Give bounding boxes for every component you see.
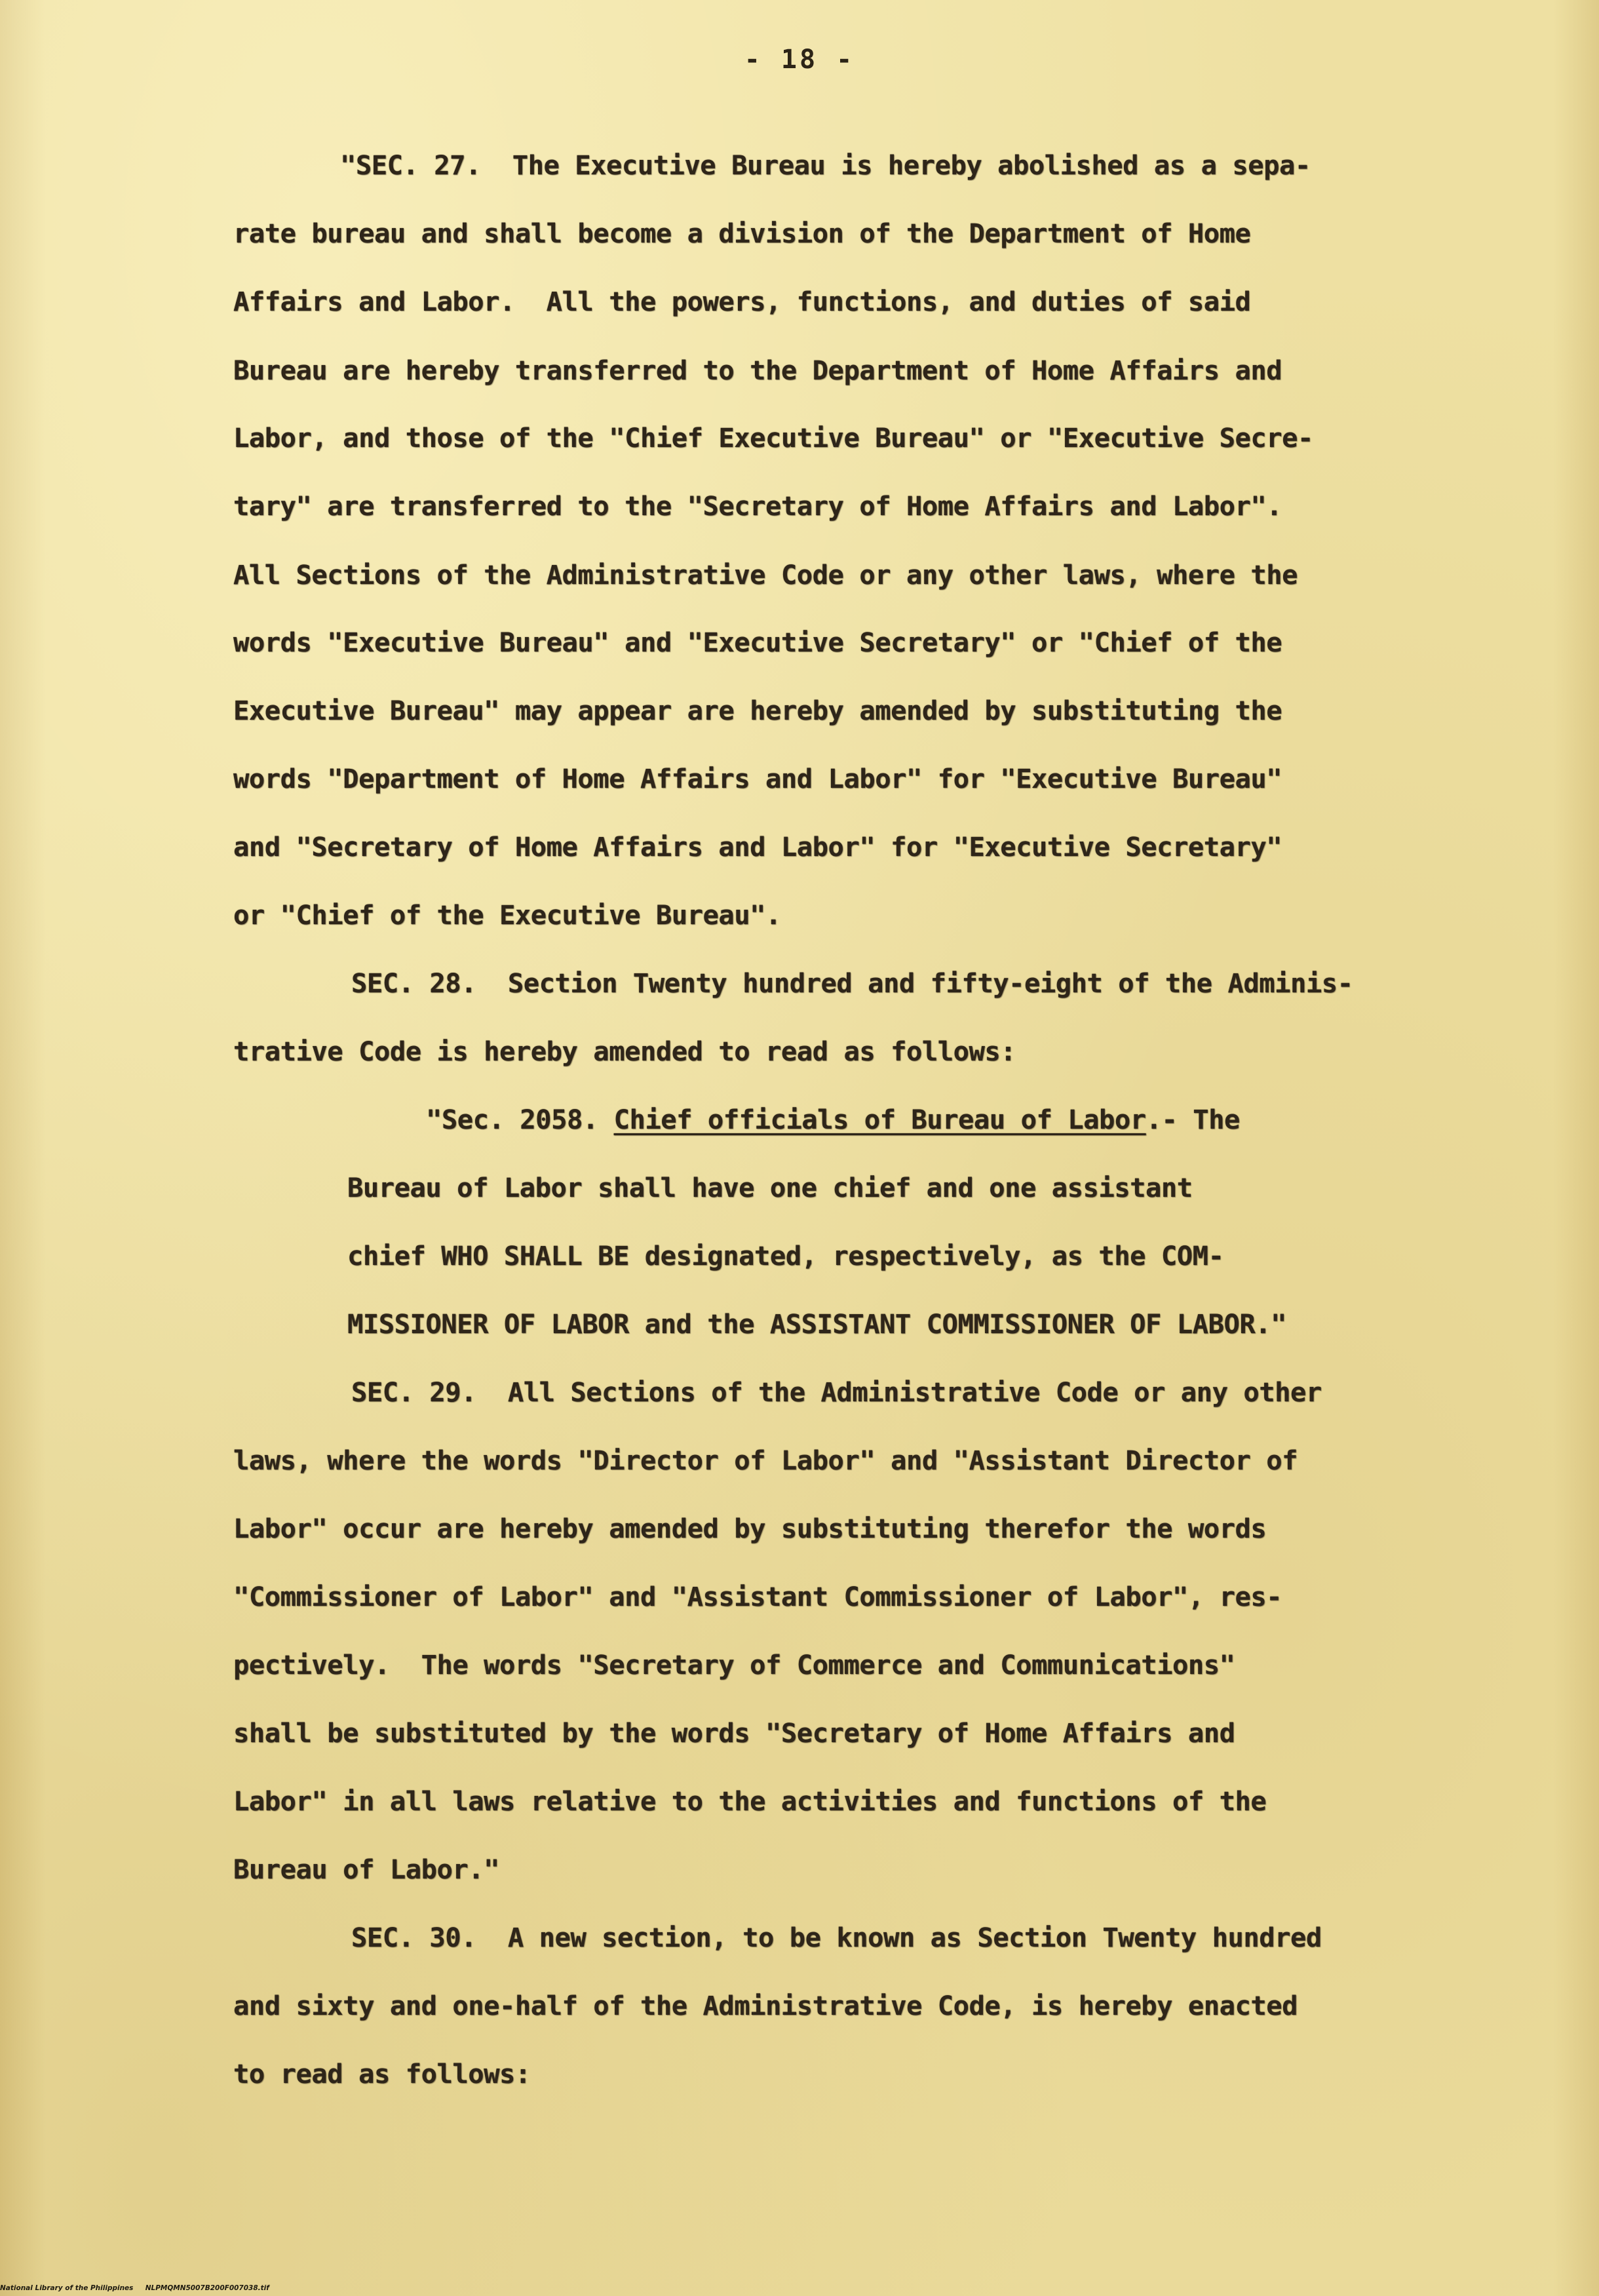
text-line: Labor" occur are hereby amended by substituting therefor the words xyxy=(233,1513,1267,1544)
text-line: "SEC. 27. The Executive Bureau is hereby abolished as a sepa- xyxy=(340,149,1311,181)
text-line: "Commissioner of Labor" and "Assistant Commissioner of Labor", res- xyxy=(233,1581,1282,1612)
text-line: and "Secretary of Home Affairs and Labor" for "Executive Secretary" xyxy=(233,831,1282,863)
text-line: Bureau of Labor." xyxy=(233,1854,500,1885)
quote-prefix: "Sec. 2058. xyxy=(426,1104,614,1135)
text-line: Labor, and those of the "Chief Executive Bureau" or "Executive Secre- xyxy=(233,422,1313,454)
text-line: chief WHO SHALL BE designated, respectively, as the COM- xyxy=(347,1240,1224,1272)
text-line: SEC. 29. All Sections of the Administrative Code or any other xyxy=(351,1376,1322,1408)
archive-footer xyxy=(0,2284,269,2292)
text-line: words "Executive Bureau" and "Executive Secretary" or "Chief of the xyxy=(233,627,1282,658)
text-line: Labor" in all laws relative to the activities and functions of the xyxy=(233,1785,1267,1817)
footer-file-id: NLPMQMN5007B200F007038.tif xyxy=(145,2284,269,2292)
page-number: - 18 - xyxy=(744,45,855,75)
quote-suffix: .- The xyxy=(1146,1104,1240,1135)
text-line: or "Chief of the Executive Bureau". xyxy=(233,899,781,931)
text-line: SEC. 28. Section Twenty hundred and fifty-eight of the Adminis- xyxy=(351,967,1353,999)
text-line: laws, where the words "Director of Labor" and "Assistant Director of xyxy=(233,1445,1298,1476)
text-line: All Sections of the Administrative Code or any other laws, where the xyxy=(233,559,1298,591)
text-line: pectively. The words "Secretary of Commerce and Communications" xyxy=(233,1649,1235,1681)
footer-library: National Library of the Philippines xyxy=(0,2284,134,2292)
text-line: Executive Bureau" may appear are hereby amended by substituting the xyxy=(233,695,1282,726)
text-line: tary" are transferred to the "Secretary of Home Affairs and Labor". xyxy=(233,490,1282,522)
section-heading-quote xyxy=(426,1106,1240,1133)
underlined-heading: Chief officials of Bureau of Labor xyxy=(613,1104,1146,1135)
text-line: words "Department of Home Affairs and Labor" for "Executive Bureau" xyxy=(233,763,1282,794)
text-line: MISSIONER OF LABOR and the ASSISTANT COMMISSIONER OF LABOR." xyxy=(347,1308,1286,1340)
text-line: SEC. 30. A new section, to be known as Section Twenty hundred xyxy=(351,1922,1322,1953)
text-line: Bureau are hereby transferred to the Department of Home Affairs and xyxy=(233,355,1282,386)
text-line: Bureau of Labor shall have one chief and one assistant xyxy=(347,1172,1193,1203)
text-line: shall be substituted by the words "Secretary of Home Affairs and xyxy=(233,1717,1235,1749)
text-line: trative Code is hereby amended to read as follows: xyxy=(233,1036,1016,1067)
text-line: to read as follows: xyxy=(233,2058,531,2090)
text-line: Affairs and Labor. All the powers, functions, and duties of said xyxy=(233,286,1251,317)
text-line: rate bureau and shall become a division of the Department of Home xyxy=(233,218,1251,249)
text-line: and sixty and one-half of the Administrative Code, is hereby enacted xyxy=(233,1990,1298,2021)
